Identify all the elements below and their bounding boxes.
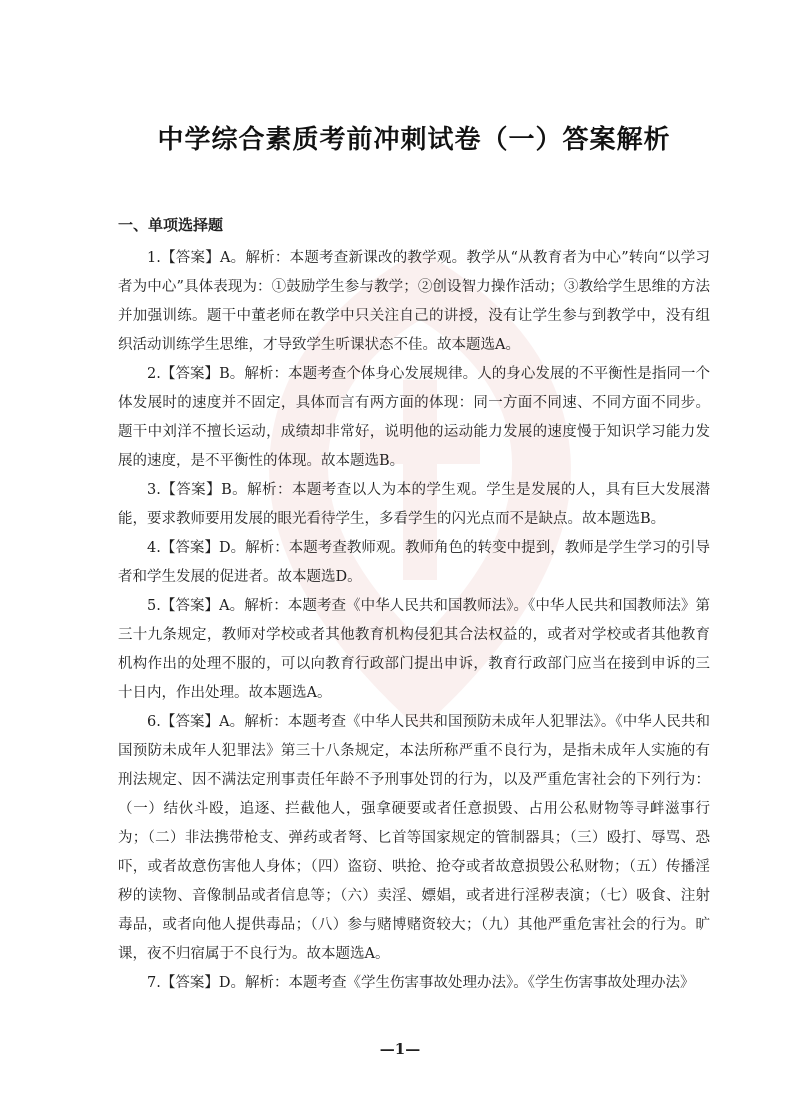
answer-paragraph-7: 7.【答案】D。解析：本题考查《学生伤害事故处理办法》。《学生伤害事故处理办法》 bbox=[147, 975, 695, 991]
answer-paragraph-2: 2.【答案】B。解析：本题考查个体身心发展规律。人的身心发展的不平衡性是指同一个体发展时的速度并不固定，具体而言有两方面的体现：同一方面不同速、不同方面不同步。题干中刘洋不擅长运动，成绩却非常好，说明他的运动能力发展的速度慢于知识学习能力发展的速度，是不平衡性的体现。故本题选B。 bbox=[118, 366, 710, 469]
answer-paragraph-6: 6.【答案】A。解析：本题考查《中华人民共和国预防未成年人犯罪法》。《中华人民共和国预防未成年人犯罪法》第三十八条规定，本法所称严重不良行为，是指未成年人实施的有刑法规定、因不满法定刑事责任年龄不予刑事处罚的行为，以及严重危害社会的下列行为：（一）结伙斗殴，追逐、拦截他人，强拿硬要或者任意损毁、占用公私财物等寻衅滋事行为；（二）非法携带枪支、弹药或者弩、匕首等国家规定的管制器具；（三）殴打、辱骂、恐吓，或者故意伤害他人身体；（四）盗窃、哄抢、抢夺或者故意损毁公私财物；（五）传播淫秽的读物、音像制品或者信息等；（六）卖淫、嫖娼，或者进行淫秽表演；（七）吸食、注射毒品，或者向他人提供毒品；（八）参与赌博赌资较大；（九）其他严重危害社会的行为。旷课，夜不归宿属于不良行为。故本题选A。 bbox=[118, 714, 710, 962]
section-heading: 一、单项选择题 bbox=[118, 216, 224, 234]
answer-paragraph-3: 3.【答案】B。解析：本题考查以人为本的学生观。学生是发展的人，具有巨大发展潜能，要求教师要用发展的眼光看待学生，多看学生的闪光点而不是缺点。故本题选B。 bbox=[118, 482, 710, 527]
answer-paragraph-5: 5.【答案】A。解析：本题考查《中华人民共和国教师法》。《中华人民共和国教师法》第三十九条规定，教师对学校或者其他教育机构侵犯其合法权益的，或者对学校或者其他教育机构作出的处理不服的，可以向教育行政部门提出申诉，教育行政部门应当在接到申诉的三十日内，作出处理。故本题选A。 bbox=[118, 598, 710, 701]
answer-paragraph-1: 1.【答案】A。解析：本题考查新课改的教学观。教学从“从教育者为中心”转向“以学习者为中心”具体表现为：①鼓励学生参与教学；②创设智力操作活动；③教给学生思维的方法并加强训练。题干中董老师在教学中只关注自己的讲授，没有让学生参与到教学中，没有组织活动训练学生思维，才导致学生听课状态不佳。故本题选A。 bbox=[118, 250, 710, 353]
answer-paragraph-4: 4.【答案】D。解析：本题考查教师观。教师角色的转变中提到，教师是学生学习的引导者和学生发展的促进者。故本题选D。 bbox=[118, 540, 710, 585]
document-title: 中学综合素质考前冲刺试卷（一）答案解析 bbox=[157, 125, 671, 155]
page-number: —1— bbox=[379, 1040, 421, 1058]
